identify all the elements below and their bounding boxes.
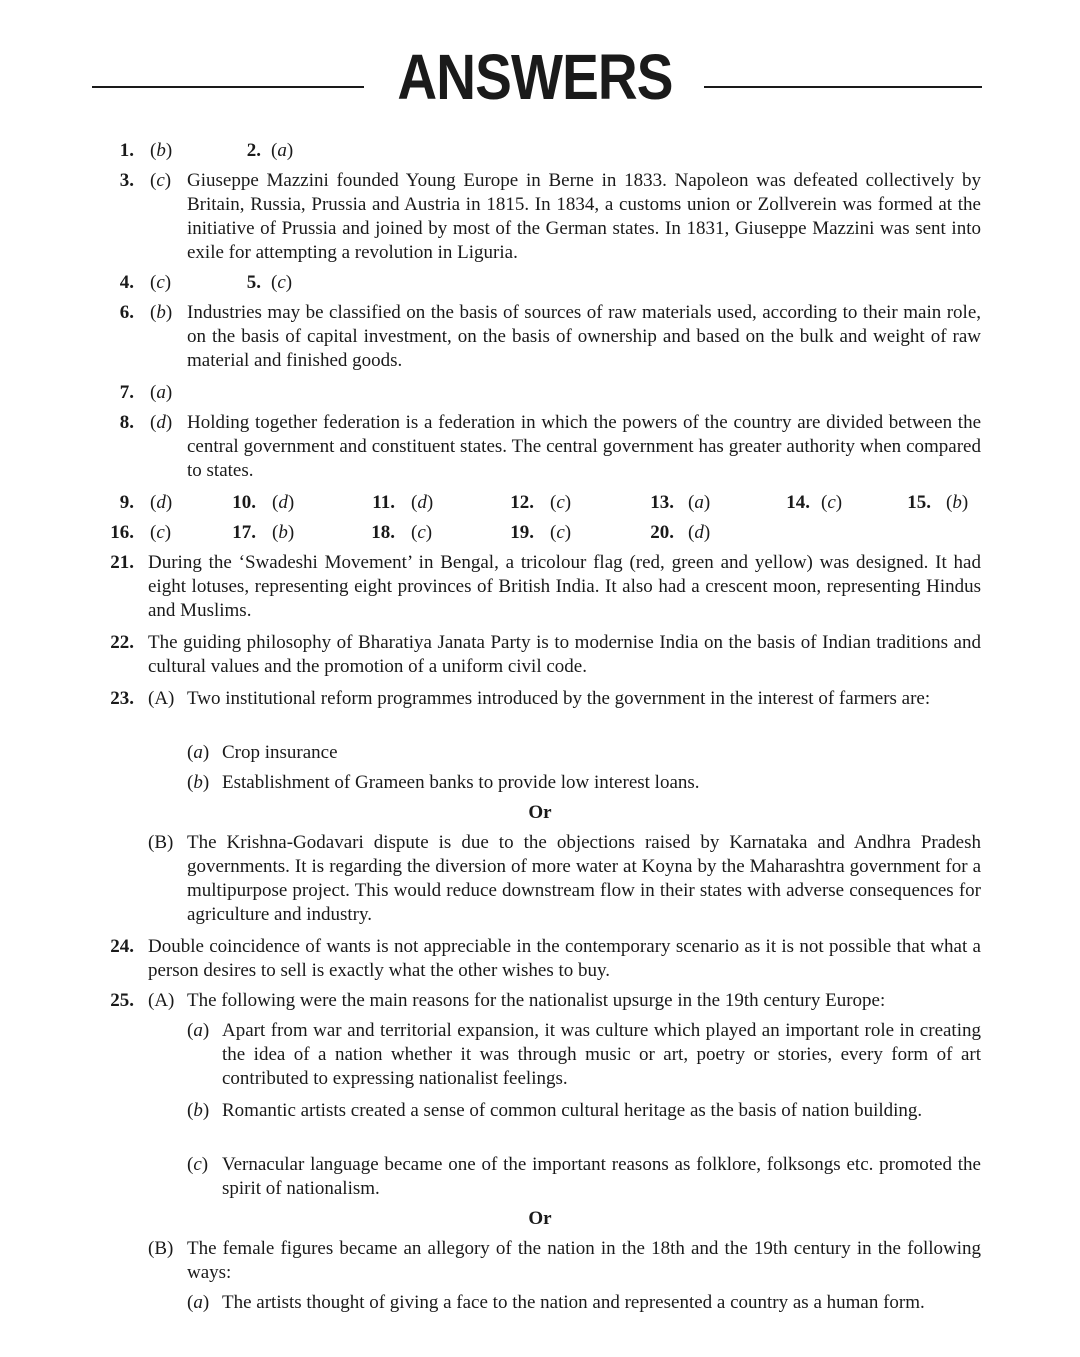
answer-option: (a) bbox=[271, 140, 294, 161]
answer-option: (a) bbox=[150, 382, 173, 403]
answer-option: (c) bbox=[150, 170, 172, 191]
answer-explanation: The following were the main reasons for the nationalist upsurge in the 19th century Europe: bbox=[187, 990, 886, 1011]
answer-number: 12. bbox=[510, 492, 534, 513]
answer-option: (c) bbox=[550, 492, 572, 513]
header-rule-left bbox=[92, 86, 364, 88]
answer-number: 1. bbox=[119, 140, 134, 161]
answer-number: 2. bbox=[246, 140, 261, 161]
answer-number: 19. bbox=[510, 522, 534, 543]
or-divider: Or bbox=[528, 802, 552, 823]
answer-21 bbox=[0, 551, 1080, 631]
answer-option: (b) bbox=[272, 522, 295, 543]
answer-number: 15. bbox=[907, 492, 931, 513]
answer-part-label: (B) bbox=[148, 832, 174, 853]
answer-6 bbox=[0, 301, 1080, 381]
answer-option: (c) bbox=[150, 272, 172, 293]
answer-explanation: Double coincidence of wants is not appreciable in the contemporary scenario as it is not possible that what a person desires to sell is exactly what the other wishes to buy. bbox=[148, 936, 981, 981]
answer-option: (b) bbox=[150, 140, 173, 161]
sub-item-text: Apart from war and territorial expansion, it was culture which played an important role in creating the idea of a nation whether it was through music or art, poetry or stories, every form of art contributed to expressing nationalist feelings. bbox=[222, 1020, 981, 1089]
answer-number: 24. bbox=[110, 936, 134, 957]
answer-25-a-item-c bbox=[0, 1153, 1080, 1207]
answer-grid-row-1 bbox=[0, 491, 1080, 521]
answer-number: 10. bbox=[232, 492, 256, 513]
page-title: ANSWERS bbox=[397, 41, 673, 113]
answer-explanation: Industries may be classified on the basis of sources of raw materials used, according to their main role, on the basis of capital investment, on the basis of ownership and based on the bulk and weight of raw material and finished goods. bbox=[187, 302, 981, 371]
answer-number: 11. bbox=[372, 492, 395, 513]
answer-option: (c) bbox=[411, 522, 433, 543]
answer-number: 14. bbox=[786, 492, 810, 513]
answer-number: 3. bbox=[119, 170, 134, 191]
answer-25-a-item-a bbox=[0, 1019, 1080, 1099]
answer-explanation: The guiding philosophy of Bharatiya Janata Party is to modernise India on the basis of Indian traditions and cultural values and the promotion of a uniform civil code. bbox=[148, 632, 981, 677]
answer-option: (d) bbox=[411, 492, 434, 513]
answer-option: (c) bbox=[271, 272, 293, 293]
answer-25-a bbox=[0, 989, 1080, 1019]
answers-list bbox=[0, 139, 1080, 1345]
answer-25-b bbox=[0, 1237, 1080, 1291]
answer-25-a-item-b bbox=[0, 1099, 1080, 1153]
answer-23-a-item-a bbox=[0, 741, 1080, 771]
answer-option: (d) bbox=[272, 492, 295, 513]
answer-23-a-item-b bbox=[0, 771, 1080, 801]
answer-option: (d) bbox=[150, 492, 173, 513]
sub-item-label: (c) bbox=[187, 1154, 209, 1175]
sub-item-text: Romantic artists created a sense of common cultural heritage as the basis of nation building. bbox=[222, 1100, 923, 1121]
sub-item-label: (a) bbox=[187, 1020, 210, 1041]
or-divider: Or bbox=[528, 1208, 552, 1229]
answer-number: 16. bbox=[110, 522, 134, 543]
answer-part-label: (A) bbox=[148, 990, 175, 1011]
sub-item-text: Establishment of Grameen banks to provide low interest loans. bbox=[222, 772, 700, 793]
answer-row-4-5 bbox=[0, 271, 1080, 301]
sub-item-text: Vernacular language became one of the important reasons as folklore, folksongs etc. promoted the spirit of nationalism. bbox=[222, 1154, 981, 1199]
answer-explanation: The female figures became an allegory of the nation in the 18th and the 19th century in the following ways: bbox=[187, 1238, 981, 1283]
answer-option: (a) bbox=[688, 492, 711, 513]
answer-3 bbox=[0, 169, 1080, 271]
header-rule-right bbox=[704, 86, 982, 88]
answer-number: 13. bbox=[650, 492, 674, 513]
answer-option: (c) bbox=[821, 492, 843, 513]
answer-number: 17. bbox=[232, 522, 256, 543]
page-header bbox=[92, 40, 982, 114]
answer-number: 6. bbox=[119, 302, 134, 323]
answer-explanation: Giuseppe Mazzini founded Young Europe in Berne in 1833. Napoleon was defeated collectively by Britain, Russia, Prussia and Austria in 1815. In 1834, a customs union or Zollverein was formed at the initiative of Prussia and joined by most of the German states. In 1831, Giuseppe Mazzini was sent into exile for attempting a revolution in Liguria. bbox=[187, 170, 981, 263]
answer-23-b bbox=[0, 831, 1080, 935]
answer-number: 9. bbox=[119, 492, 134, 513]
answer-number: 7. bbox=[119, 382, 134, 403]
answer-explanation: During the ‘Swadeshi Movement’ in Bengal, a tricolour flag (red, green and yellow) was designed. It had eight lotuses, representing eight provinces of British India. It also had a crescent moon, representing Hindus and Muslims. bbox=[148, 552, 981, 621]
answer-row-1-2 bbox=[0, 139, 1080, 169]
answer-number: 5. bbox=[246, 272, 261, 293]
answer-explanation: Two institutional reform programmes introduced by the government in the interest of farmers are: bbox=[187, 688, 931, 709]
answer-explanation: Holding together federation is a federation in which the powers of the country are divided between the central government and constituent states. The central government has greater authority when compared to states. bbox=[187, 412, 981, 481]
answer-option: (b) bbox=[946, 492, 969, 513]
answer-explanation: The Krishna-Godavari dispute is due to the objections raised by Karnataka and Andhra Pradesh governments. It is regarding the diversion of more water at Koyna by the Maharashtra government for a multipurpose project. This would reduce downstream flow in their states with adverse consequences for agriculture and industry. bbox=[187, 832, 981, 925]
sub-item-label: (b) bbox=[187, 1100, 210, 1121]
answer-number: 8. bbox=[119, 412, 134, 433]
answer-22 bbox=[0, 631, 1080, 687]
answer-8 bbox=[0, 411, 1080, 491]
answer-grid-row-2 bbox=[0, 521, 1080, 551]
answer-25-b-item-a bbox=[0, 1291, 1080, 1345]
sub-item-label: (a) bbox=[187, 1292, 210, 1313]
answer-option: (d) bbox=[688, 522, 711, 543]
answer-option: (d) bbox=[150, 412, 173, 433]
answer-24 bbox=[0, 935, 1080, 989]
answer-part-label: (B) bbox=[148, 1238, 174, 1259]
answer-7 bbox=[0, 381, 1080, 411]
sub-item-text: Crop insurance bbox=[222, 742, 338, 763]
answer-option: (c) bbox=[550, 522, 572, 543]
answer-number: 21. bbox=[110, 552, 134, 573]
sub-item-text: The artists thought of giving a face to the nation and represented a country as a human form. bbox=[222, 1292, 925, 1313]
answer-number: 22. bbox=[110, 632, 134, 653]
answer-option: (c) bbox=[150, 522, 172, 543]
answer-number: 18. bbox=[371, 522, 395, 543]
answer-number: 4. bbox=[119, 272, 134, 293]
answer-number: 25. bbox=[110, 990, 134, 1011]
answer-option: (b) bbox=[150, 302, 173, 323]
answer-number: 23. bbox=[110, 688, 134, 709]
sub-item-label: (b) bbox=[187, 772, 210, 793]
answer-part-label: (A) bbox=[148, 688, 175, 709]
answer-number: 20. bbox=[650, 522, 674, 543]
answer-23-a bbox=[0, 687, 1080, 741]
sub-item-label: (a) bbox=[187, 742, 210, 763]
